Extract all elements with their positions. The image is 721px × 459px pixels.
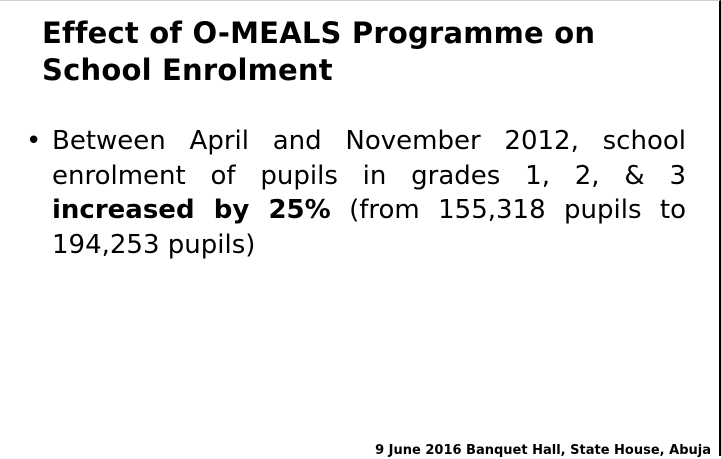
bullet-text-bold: increased by 25% — [52, 195, 331, 225]
bullet-text-after: (from 155,318 pupils to 194,253 pupils) — [52, 195, 686, 260]
bullet-item — [22, 124, 686, 262]
bullet-dot-icon: • — [26, 126, 42, 156]
bullet-list — [22, 124, 686, 262]
bullet-text-before: Between April and November 2012, school enrolment of pupils in grades 1, 2, & 3 — [52, 126, 686, 191]
slide-footer: 9 June 2016 Banquet Hall, State House, Abuja — [375, 443, 711, 458]
slide-title: Effect of O-MEALS Programme on School Enrolment — [42, 16, 596, 87]
